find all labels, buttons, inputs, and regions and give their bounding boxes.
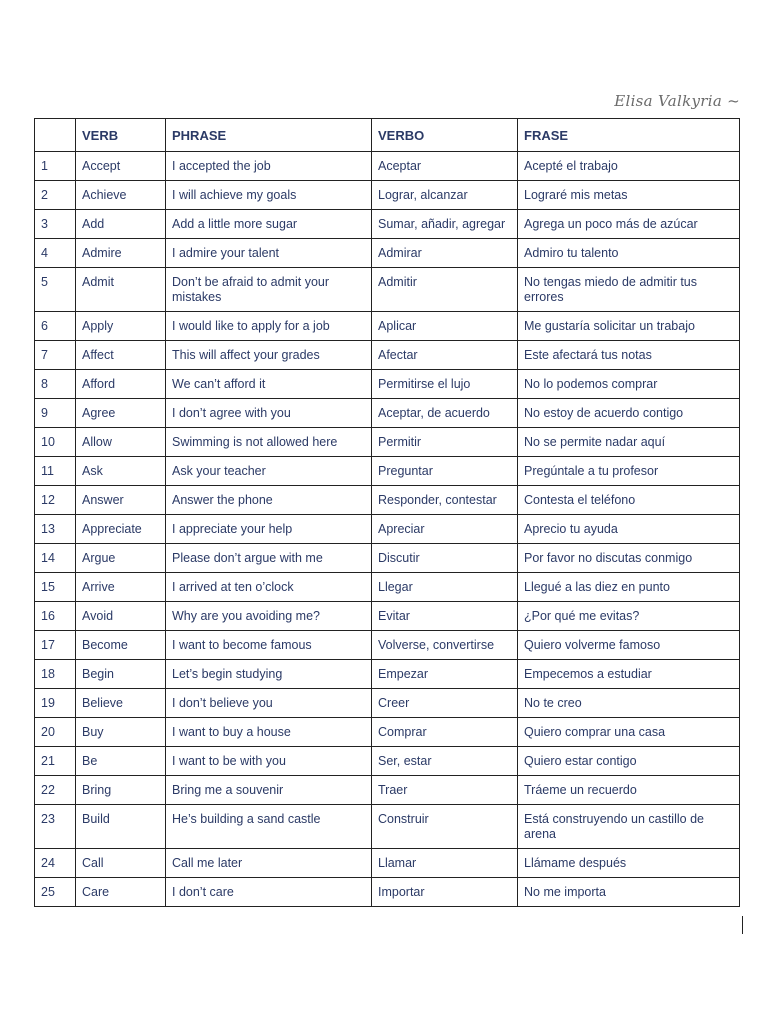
frase-cell: Por favor no discutas conmigo xyxy=(518,544,740,573)
phrase-cell: This will affect your grades xyxy=(166,341,372,370)
table-row xyxy=(35,776,740,805)
row-number: 3 xyxy=(35,210,76,239)
frase-cell: No tengas miedo de admitir tus errores xyxy=(518,268,740,312)
verb-cell: Care xyxy=(76,878,166,907)
frase-cell: Me gustaría solicitar un trabajo xyxy=(518,312,740,341)
verb-cell: Be xyxy=(76,747,166,776)
verbo-cell: Evitar xyxy=(372,602,518,631)
verb-cell: Achieve xyxy=(76,181,166,210)
verbo-cell: Permitirse el lujo xyxy=(372,370,518,399)
row-number: 2 xyxy=(35,181,76,210)
frase-cell: Contesta el teléfono xyxy=(518,486,740,515)
verb-cell: Agree xyxy=(76,399,166,428)
row-number: 12 xyxy=(35,486,76,515)
verbo-cell: Aplicar xyxy=(372,312,518,341)
phrase-cell: He’s building a sand castle xyxy=(166,805,372,849)
frase-cell: Quiero estar contigo xyxy=(518,747,740,776)
phrase-cell: Why are you avoiding me? xyxy=(166,602,372,631)
table-row xyxy=(35,268,740,312)
verbo-cell: Traer xyxy=(372,776,518,805)
phrase-cell: I would like to apply for a job xyxy=(166,312,372,341)
frase-cell: No me importa xyxy=(518,878,740,907)
verb-vocabulary-table xyxy=(34,118,740,907)
verb-cell: Arrive xyxy=(76,573,166,602)
table-row xyxy=(35,602,740,631)
phrase-cell: I don’t believe you xyxy=(166,689,372,718)
verbo-cell: Aceptar, de acuerdo xyxy=(372,399,518,428)
verb-cell: Apply xyxy=(76,312,166,341)
verb-cell: Add xyxy=(76,210,166,239)
verbo-cell: Admitir xyxy=(372,268,518,312)
table-row xyxy=(35,805,740,849)
row-number: 23 xyxy=(35,805,76,849)
verbo-cell: Construir xyxy=(372,805,518,849)
table-row xyxy=(35,152,740,181)
verb-cell: Bring xyxy=(76,776,166,805)
row-number: 1 xyxy=(35,152,76,181)
phrase-cell: I admire your talent xyxy=(166,239,372,268)
table-row xyxy=(35,718,740,747)
verbo-cell: Empezar xyxy=(372,660,518,689)
verbo-cell: Creer xyxy=(372,689,518,718)
table-header-row xyxy=(35,119,740,152)
row-number: 16 xyxy=(35,602,76,631)
phrase-cell: Swimming is not allowed here xyxy=(166,428,372,457)
frase-cell: ¿Por qué me evitas? xyxy=(518,602,740,631)
phrase-cell: Let’s begin studying xyxy=(166,660,372,689)
verbo-cell: Preguntar xyxy=(372,457,518,486)
verb-cell: Call xyxy=(76,849,166,878)
phrase-cell: Don’t be afraid to admit your mistakes xyxy=(166,268,372,312)
table-row xyxy=(35,239,740,268)
verbo-cell: Afectar xyxy=(372,341,518,370)
phrase-cell: Answer the phone xyxy=(166,486,372,515)
row-number: 21 xyxy=(35,747,76,776)
row-number: 8 xyxy=(35,370,76,399)
phrase-cell: Add a little more sugar xyxy=(166,210,372,239)
table-row xyxy=(35,573,740,602)
frase-cell: No te creo xyxy=(518,689,740,718)
table-row xyxy=(35,486,740,515)
verbo-cell: Responder, contestar xyxy=(372,486,518,515)
table-row xyxy=(35,457,740,486)
verb-cell: Allow xyxy=(76,428,166,457)
text-cursor xyxy=(742,916,743,934)
verbo-cell: Permitir xyxy=(372,428,518,457)
phrase-cell: I want to become famous xyxy=(166,631,372,660)
table-row xyxy=(35,631,740,660)
verbo-cell: Ser, estar xyxy=(372,747,518,776)
verb-cell: Affect xyxy=(76,341,166,370)
verbo-cell: Aceptar xyxy=(372,152,518,181)
phrase-cell: I want to buy a house xyxy=(166,718,372,747)
frase-cell: Lograré mis metas xyxy=(518,181,740,210)
verbo-cell: Volverse, convertirse xyxy=(372,631,518,660)
row-number: 5 xyxy=(35,268,76,312)
table-row xyxy=(35,370,740,399)
row-number: 15 xyxy=(35,573,76,602)
author-signature: Elisa Valkyria ~ xyxy=(614,92,740,110)
verbo-cell: Discutir xyxy=(372,544,518,573)
row-number: 7 xyxy=(35,341,76,370)
row-number: 22 xyxy=(35,776,76,805)
phrase-cell: I accepted the job xyxy=(166,152,372,181)
frase-cell: Pregúntale a tu profesor xyxy=(518,457,740,486)
frase-cell: Aprecio tu ayuda xyxy=(518,515,740,544)
verbo-cell: Lograr, alcanzar xyxy=(372,181,518,210)
table-row xyxy=(35,660,740,689)
verb-cell: Accept xyxy=(76,152,166,181)
frase-cell: Está construyendo un castillo de arena xyxy=(518,805,740,849)
table-row xyxy=(35,849,740,878)
row-number: 25 xyxy=(35,878,76,907)
table-row xyxy=(35,544,740,573)
table-row xyxy=(35,428,740,457)
row-number: 9 xyxy=(35,399,76,428)
row-number: 20 xyxy=(35,718,76,747)
verbo-cell: Llamar xyxy=(372,849,518,878)
phrase-cell: Please don’t argue with me xyxy=(166,544,372,573)
verbo-cell: Admirar xyxy=(372,239,518,268)
verb-cell: Begin xyxy=(76,660,166,689)
frase-cell: No lo podemos comprar xyxy=(518,370,740,399)
phrase-cell: Call me later xyxy=(166,849,372,878)
verb-cell: Become xyxy=(76,631,166,660)
frase-cell: Empecemos a estudiar xyxy=(518,660,740,689)
verb-cell: Admit xyxy=(76,268,166,312)
frase-cell: Llámame después xyxy=(518,849,740,878)
verb-cell: Argue xyxy=(76,544,166,573)
row-number: 19 xyxy=(35,689,76,718)
header-number xyxy=(35,119,76,152)
verb-cell: Build xyxy=(76,805,166,849)
phrase-cell: Bring me a souvenir xyxy=(166,776,372,805)
header-verbo: VERBO xyxy=(372,119,518,152)
verb-cell: Admire xyxy=(76,239,166,268)
phrase-cell: We can’t afford it xyxy=(166,370,372,399)
table-row xyxy=(35,747,740,776)
row-number: 6 xyxy=(35,312,76,341)
header-verb: VERB xyxy=(76,119,166,152)
table-row xyxy=(35,341,740,370)
frase-cell: No se permite nadar aquí xyxy=(518,428,740,457)
verb-cell: Ask xyxy=(76,457,166,486)
table-row xyxy=(35,689,740,718)
phrase-cell: I appreciate your help xyxy=(166,515,372,544)
verbo-cell: Apreciar xyxy=(372,515,518,544)
header-frase: FRASE xyxy=(518,119,740,152)
frase-cell: Este afectará tus notas xyxy=(518,341,740,370)
table-row xyxy=(35,210,740,239)
row-number: 14 xyxy=(35,544,76,573)
frase-cell: Quiero volverme famoso xyxy=(518,631,740,660)
table-row xyxy=(35,312,740,341)
frase-cell: Acepté el trabajo xyxy=(518,152,740,181)
row-number: 24 xyxy=(35,849,76,878)
row-number: 4 xyxy=(35,239,76,268)
verbo-cell: Llegar xyxy=(372,573,518,602)
verb-cell: Avoid xyxy=(76,602,166,631)
row-number: 17 xyxy=(35,631,76,660)
frase-cell: Quiero comprar una casa xyxy=(518,718,740,747)
row-number: 11 xyxy=(35,457,76,486)
table-row xyxy=(35,878,740,907)
table-row xyxy=(35,515,740,544)
phrase-cell: I arrived at ten o’clock xyxy=(166,573,372,602)
verb-cell: Buy xyxy=(76,718,166,747)
phrase-cell: I don’t agree with you xyxy=(166,399,372,428)
phrase-cell: Ask your teacher xyxy=(166,457,372,486)
header-phrase: PHRASE xyxy=(166,119,372,152)
table-row xyxy=(35,399,740,428)
frase-cell: Llegué a las diez en punto xyxy=(518,573,740,602)
verbo-cell: Comprar xyxy=(372,718,518,747)
verb-cell: Afford xyxy=(76,370,166,399)
frase-cell: Agrega un poco más de azúcar xyxy=(518,210,740,239)
verbo-cell: Sumar, añadir, agregar xyxy=(372,210,518,239)
row-number: 18 xyxy=(35,660,76,689)
phrase-cell: I will achieve my goals xyxy=(166,181,372,210)
verb-cell: Answer xyxy=(76,486,166,515)
phrase-cell: I want to be with you xyxy=(166,747,372,776)
frase-cell: Admiro tu talento xyxy=(518,239,740,268)
frase-cell: Tráeme un recuerdo xyxy=(518,776,740,805)
frase-cell: No estoy de acuerdo contigo xyxy=(518,399,740,428)
table-row xyxy=(35,181,740,210)
phrase-cell: I don’t care xyxy=(166,878,372,907)
row-number: 13 xyxy=(35,515,76,544)
row-number: 10 xyxy=(35,428,76,457)
verbo-cell: Importar xyxy=(372,878,518,907)
verb-cell: Appreciate xyxy=(76,515,166,544)
verb-cell: Believe xyxy=(76,689,166,718)
